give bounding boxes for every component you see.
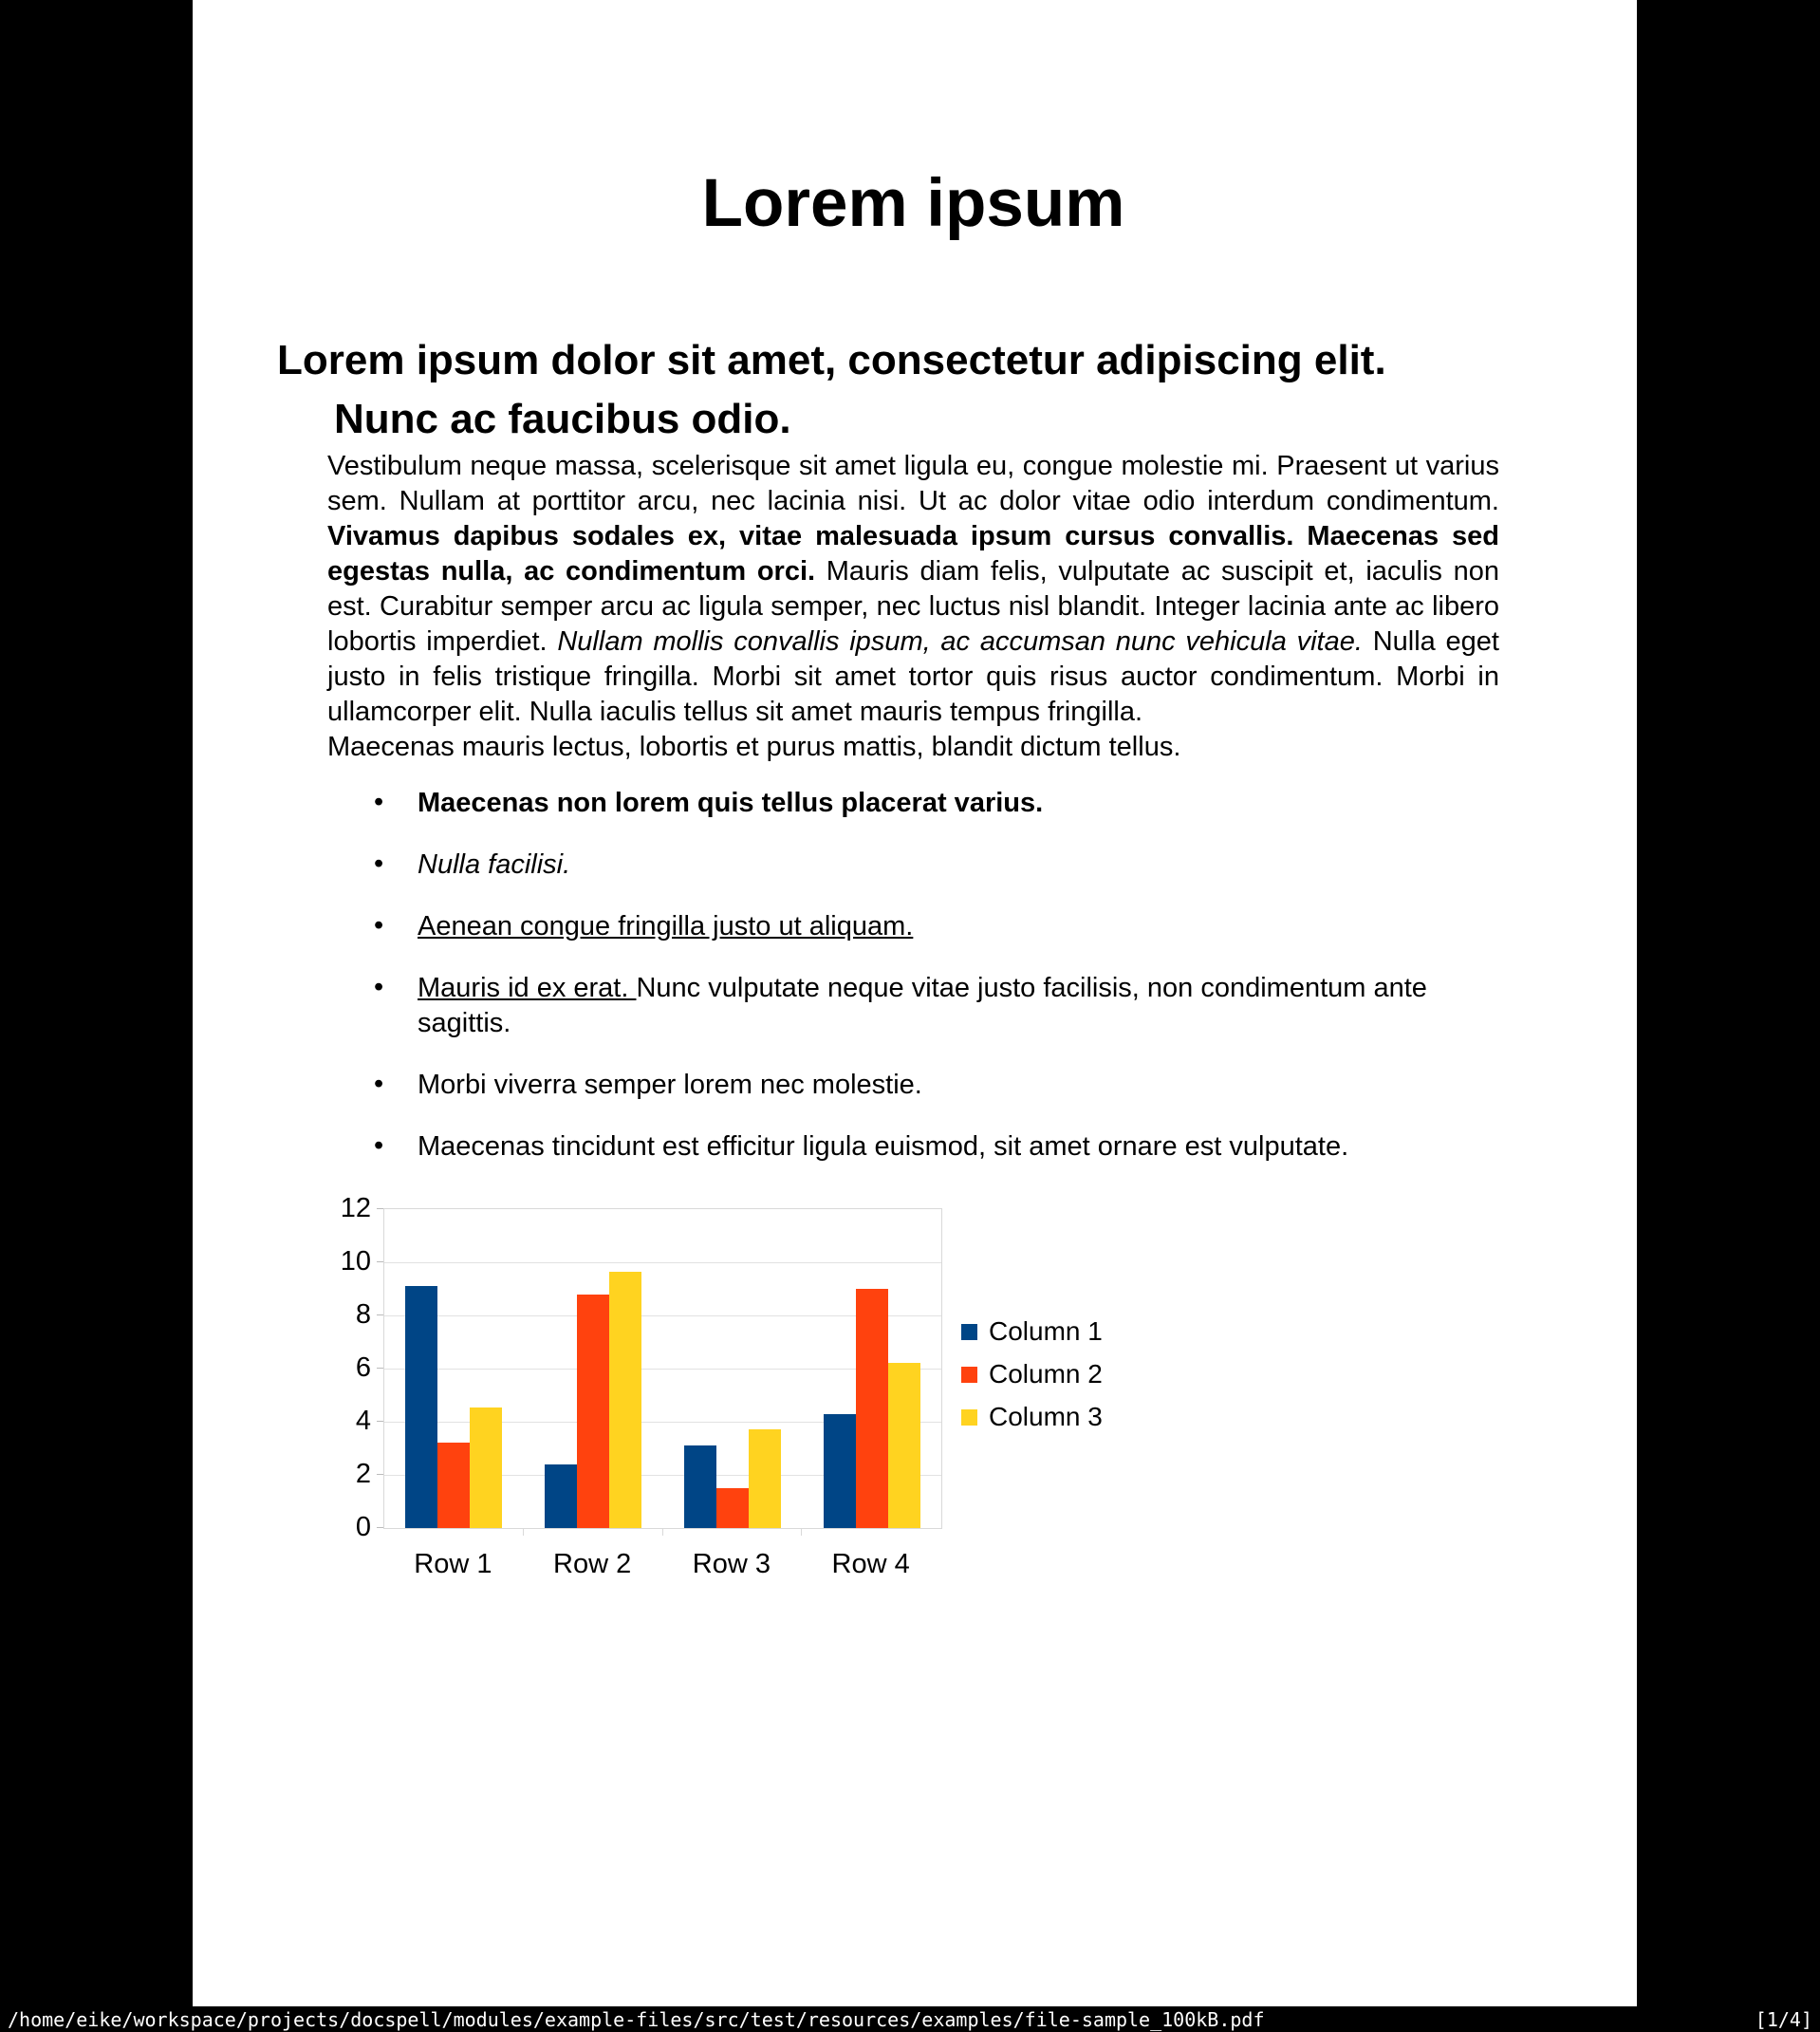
legend-label: Column 3: [989, 1402, 1103, 1431]
text-segment: Maecenas non lorem quis tellus placerat varius.: [418, 788, 1044, 818]
status-bar: [0, 2006, 1820, 2032]
x-axis-tick-mark: [801, 1528, 802, 1536]
y-axis-tick-label: 2: [355, 1459, 371, 1489]
text-segment: Maecenas tincidunt est efficitur ligula euismod, sit amet ornare est vulputate.: [418, 1131, 1349, 1162]
document-title: Lorem ipsum: [701, 166, 1125, 241]
bar-row2-column2: [577, 1295, 609, 1528]
text-segment: Vestibulum neque massa, scelerisque sit amet ligula eu, congue molestie mi. Praesent ut varius sem. Nullam at porttitor arcu, nec lacinia nisi. Ut ac dolor vitae odio interdum condimentum.: [327, 451, 1499, 516]
bar-row4-column2: [856, 1289, 888, 1528]
text-segment: Nunc vulputate neque vitae justo facilisis, non condimentum ante sagittis.: [418, 973, 1427, 1038]
bullet-icon: •: [374, 1130, 384, 1161]
x-axis-label: Row 1: [414, 1549, 492, 1579]
y-axis-tick-label: 10: [340, 1246, 371, 1277]
list-item: [327, 848, 1499, 883]
bar-row1-column3: [470, 1407, 502, 1528]
bar-row4-column1: [824, 1414, 856, 1528]
legend-item: [961, 1357, 1103, 1391]
status-file-path: /home/eike/workspace/projects/docspell/modules/example-files/src/test/resources/examples/file-sample_100kB.pdf: [8, 2007, 1265, 2031]
list-item: [327, 1129, 1499, 1165]
y-axis-tick-mark: [377, 1474, 383, 1475]
list-item-text: [418, 1070, 922, 1100]
bar-row1-column2: [437, 1443, 470, 1528]
list-item-text: [418, 973, 1427, 1038]
y-axis-tick-label: 4: [355, 1406, 371, 1436]
legend-label: Column 1: [989, 1316, 1103, 1346]
legend-label: Column 2: [989, 1359, 1103, 1389]
heading-line-2: Nunc ac faucibus odio.: [334, 396, 791, 442]
legend-item: [961, 1400, 1103, 1434]
legend-swatch-icon: [961, 1367, 977, 1383]
bullet-icon: •: [374, 787, 384, 817]
bar-row3-column3: [749, 1429, 781, 1528]
heading-line-1: Lorem ipsum dolor sit amet, consectetur adipiscing elit.: [277, 337, 1386, 383]
legend-swatch-icon: [961, 1409, 977, 1426]
y-axis-tick-mark: [377, 1527, 383, 1528]
page-content: [193, 167, 1637, 1599]
y-axis-tick-label: 0: [355, 1512, 371, 1542]
bullet-icon: •: [374, 848, 384, 879]
list-item: [327, 971, 1499, 1041]
y-axis-tick-label: 8: [355, 1299, 371, 1330]
y-axis-tick-label: 12: [340, 1193, 371, 1223]
text-segment: Nulla eget justo in felis tristique fringilla. Morbi sit amet tortor quis risus auctor condimentum. Morbi in ullamcorper elit. Nulla iaculis tellus sit amet mauris tempus fringilla.: [327, 626, 1499, 727]
x-axis-tick-mark: [523, 1528, 524, 1536]
bar-row3-column1: [684, 1445, 716, 1528]
text-segment: Nulla facilisi.: [418, 849, 571, 880]
bar-row1-column1: [405, 1286, 437, 1528]
paragraph-2: [327, 730, 1499, 765]
y-axis-tick-mark: [377, 1421, 383, 1422]
status-page-indicator: [1/4]: [1755, 2007, 1812, 2031]
x-axis-tick-mark: [662, 1528, 663, 1536]
list-item-text: [418, 911, 913, 941]
bar-row3-column2: [716, 1488, 749, 1528]
list-item-text: [418, 788, 1043, 818]
y-axis-tick-mark: [377, 1261, 383, 1262]
text-segment: Mauris id ex erat.: [418, 973, 637, 1003]
legend-item: [961, 1314, 1103, 1349]
bar-chart: [327, 1191, 1499, 1599]
bar-row2-column3: [609, 1272, 641, 1528]
bullet-icon: •: [374, 972, 384, 1002]
list-item: [327, 909, 1499, 944]
bar-row4-column3: [888, 1363, 920, 1528]
chart-legend: [961, 1314, 1103, 1443]
bullet-list: [327, 786, 1499, 1165]
y-axis-tick-mark: [377, 1208, 383, 1209]
x-axis-label: Row 3: [692, 1549, 771, 1579]
list-item-text: [418, 849, 570, 880]
chart-plot-area: [383, 1208, 942, 1529]
text-segment: Mauris diam felis, vulputate ac suscipit et, iaculis non est. Curabitur semper arcu ac ligula semper, nec luctus nisl blandit. Integer lacinia ante ac libero lobortis imperdiet.: [327, 556, 1499, 657]
document-heading: [277, 331, 1499, 449]
text-segment: Aenean congue fringilla justo ut aliquam.: [418, 911, 914, 941]
paragraph-1: [327, 449, 1499, 730]
bar-row2-column1: [545, 1464, 577, 1528]
text-segment: Vivamus dapibus sodales ex, vitae malesuada ipsum cursus convallis. Maecenas sed egestas nulla, ac condimentum orci.: [327, 521, 1499, 587]
list-item-text: [418, 1131, 1348, 1162]
document-page[interactable]: [193, 0, 1637, 2006]
list-item: [327, 1068, 1499, 1103]
y-axis-tick-mark: [377, 1314, 383, 1315]
x-axis-label: Row 4: [831, 1549, 910, 1579]
y-axis-tick-label: 6: [355, 1352, 371, 1383]
text-segment: Maecenas mauris lectus, lobortis et purus mattis, blandit dictum tellus.: [327, 732, 1181, 762]
gridline: [384, 1262, 941, 1263]
x-axis-label: Row 2: [553, 1549, 632, 1579]
bullet-icon: •: [374, 1069, 384, 1099]
bullet-icon: •: [374, 910, 384, 941]
list-item: [327, 786, 1499, 821]
text-segment: Morbi viverra semper lorem nec molestie.: [418, 1070, 922, 1100]
y-axis-tick-mark: [377, 1368, 383, 1369]
text-segment: Nullam mollis convallis ipsum, ac accumsan nunc vehicula vitae.: [557, 626, 1363, 657]
legend-swatch-icon: [961, 1324, 977, 1340]
